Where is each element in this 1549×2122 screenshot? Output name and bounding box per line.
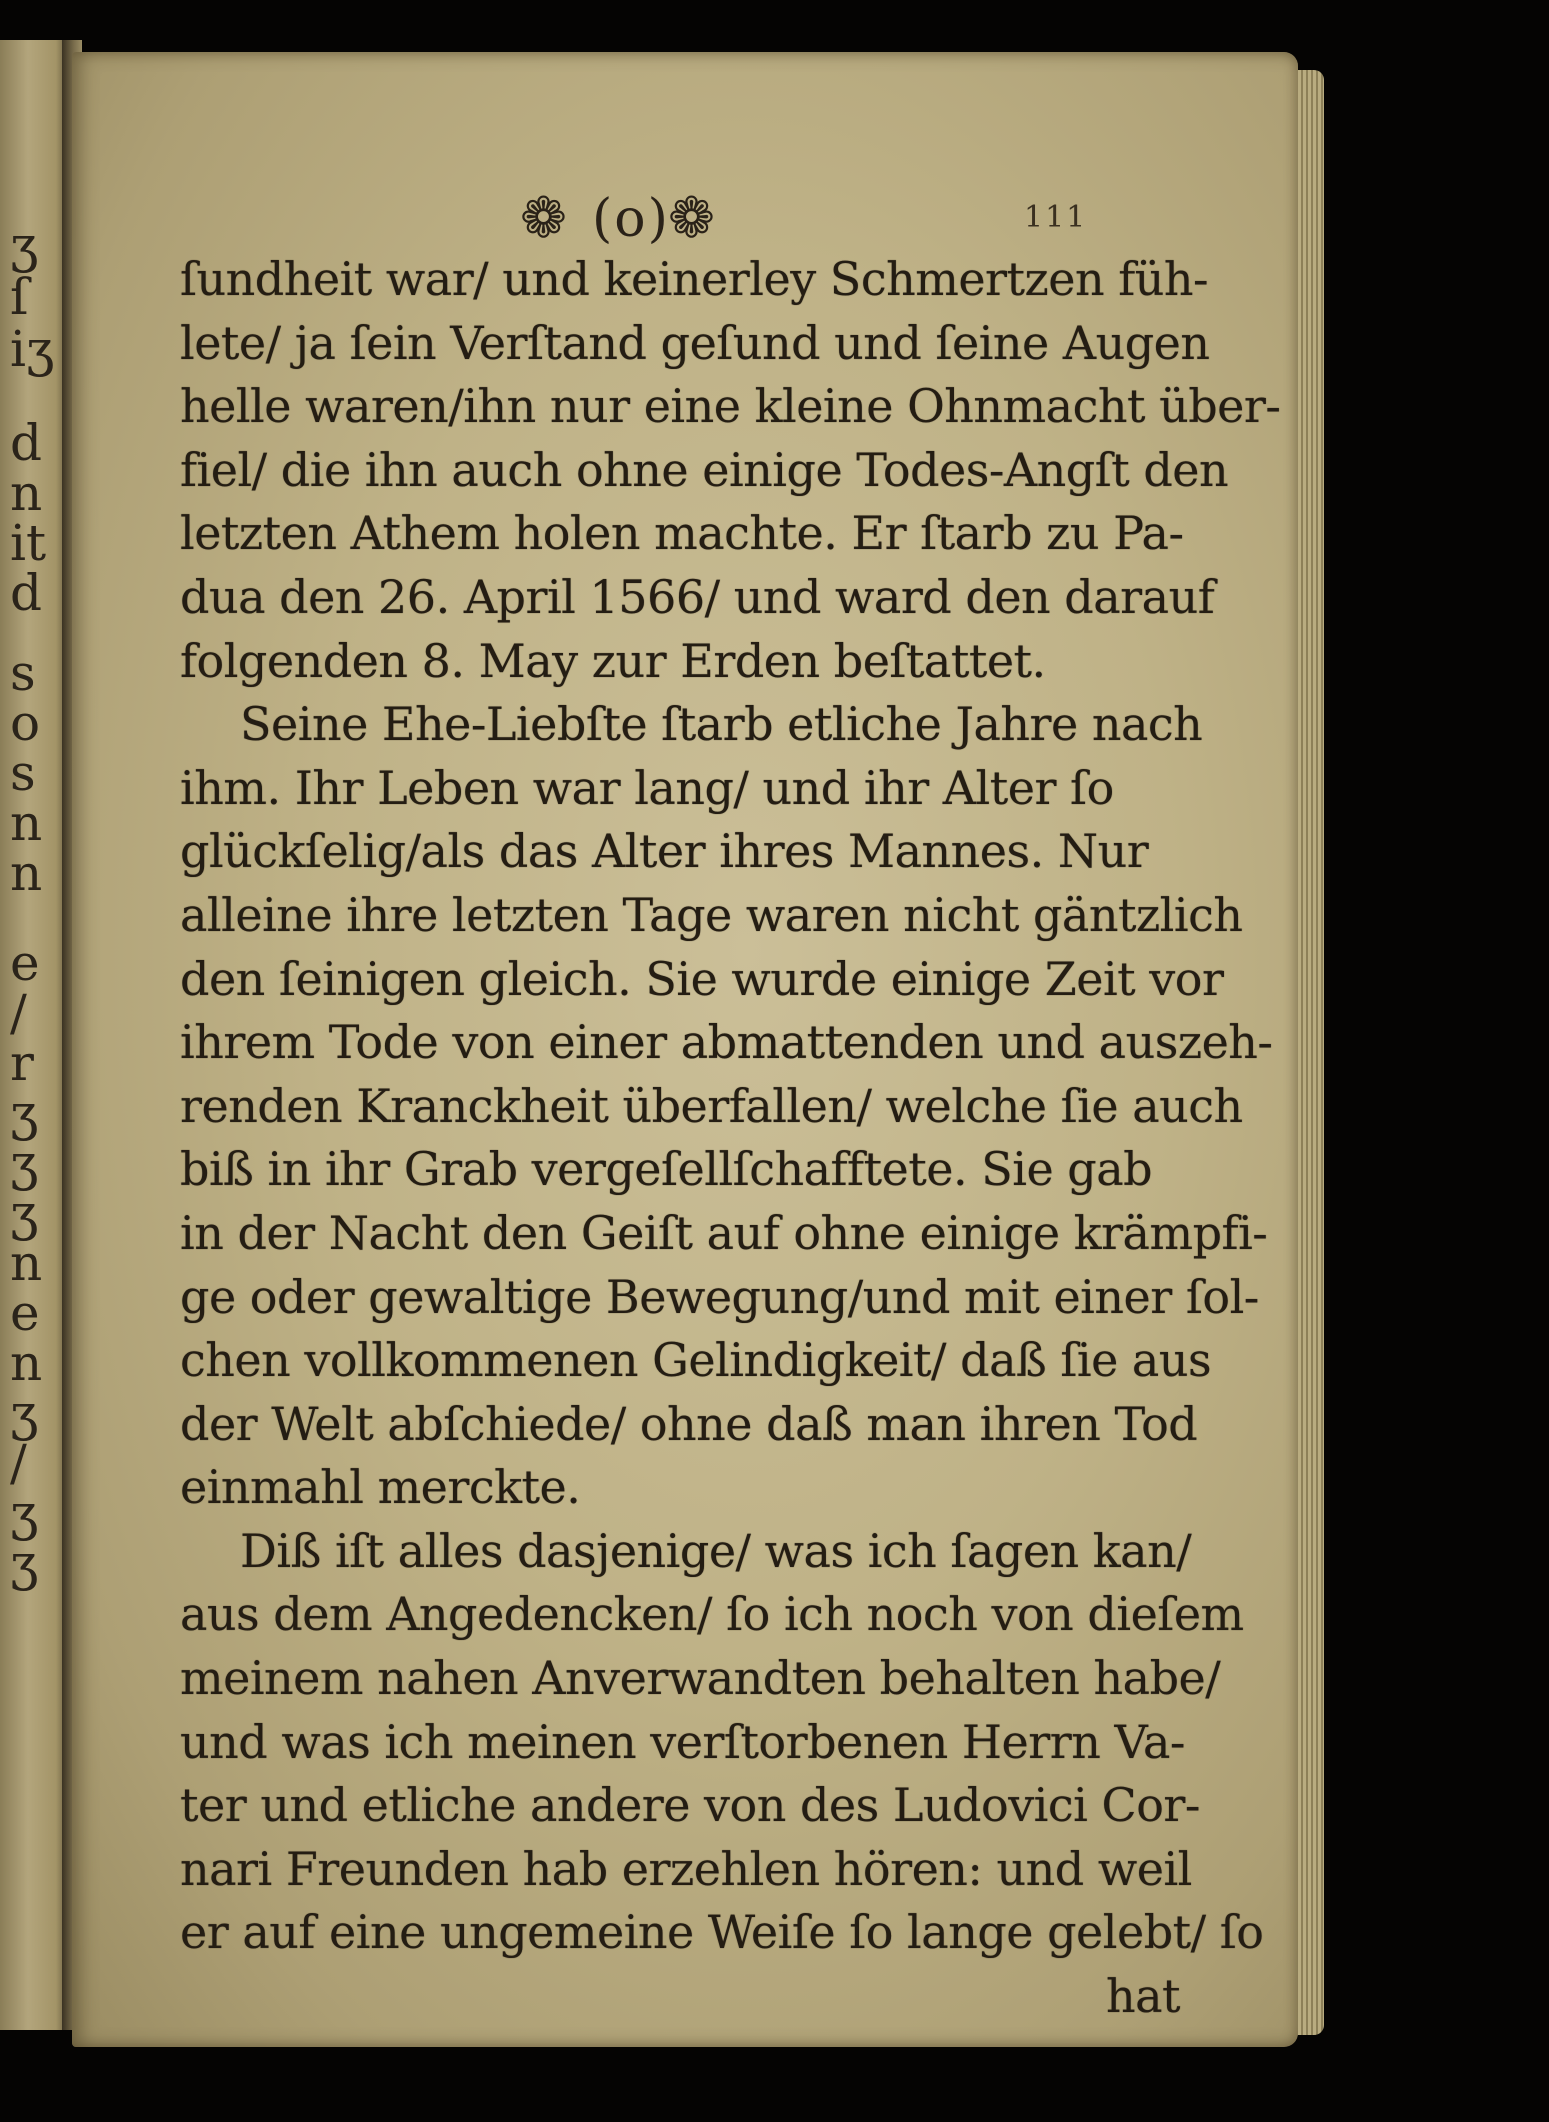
text-line: ſundheit war/ und keinerley Schmertzen füh- — [180, 252, 1209, 306]
text-line: biß in ihr Grab vergeſellſchafftete. Sie gab — [180, 1142, 1153, 1197]
previous-page-fragment: d — [10, 414, 43, 472]
previous-page-fragment: ſ — [10, 268, 29, 326]
previous-page-fragment: r — [10, 1034, 34, 1092]
text-line: helle waren/ihn nur eine kleine Ohnmacht über- — [180, 379, 1281, 434]
previous-page-fragment: d — [10, 564, 43, 622]
flower-ornament-icon: ❁ — [520, 186, 567, 251]
previous-page-fragment: ʒ — [10, 1084, 39, 1142]
previous-page-fragment: ʒ — [10, 1534, 39, 1592]
text-line: lete/ ja ſein Verſtand geſund und ſeine Augen — [180, 315, 1210, 370]
previous-page-fragment: / — [10, 1434, 27, 1492]
text-line: den ſeinigen gleich. Sie wurde einige Zeit vor — [180, 951, 1224, 1006]
previous-page-fragment: s — [10, 644, 36, 702]
previous-page-fragment: s — [10, 744, 36, 802]
previous-page-fragment: it — [10, 514, 47, 572]
text-line: renden Kranckheit überfallen/ welche ſie auch — [180, 1078, 1243, 1133]
text-line: meinem nahen Anverwandten behalten habe/ — [180, 1651, 1221, 1706]
previous-page-fragment: n — [10, 794, 43, 852]
text-line: ter und etliche andere von des Ludovici Cor- — [180, 1778, 1200, 1833]
text-line: in der Nacht den Geiſt auf ohne einige krämpfi- — [180, 1205, 1268, 1260]
previous-page-fragment: ʒ — [10, 1184, 39, 1242]
previous-page-edge — [0, 40, 70, 2030]
text-line: ge oder gewaltige Bewegung/und mit einer ſol- — [180, 1269, 1259, 1324]
body-text — [180, 248, 1281, 2029]
previous-page-fragment: n — [10, 844, 43, 902]
text-line: einmahl merckte. — [180, 1460, 581, 1515]
signature-mark: (o) — [592, 189, 670, 249]
flower-ornament-icon: ❁ — [668, 186, 715, 251]
previous-page-fragment: ʒ — [10, 1134, 39, 1192]
catchword: hat — [1105, 1969, 1180, 2024]
text-line: letzten Athem holen machte. Er ſtarb zu Pa- — [180, 506, 1184, 561]
previous-page-fragment: / — [10, 984, 27, 1042]
previous-page-fragment: ʒ — [10, 1384, 39, 1442]
previous-page-text-fragments — [4, 40, 64, 2030]
text-line: aus dem Angedencken/ ſo ich noch von dieſem — [180, 1587, 1244, 1642]
text-line: ihm. Ihr Leben war lang/ und ihr Alter ſo — [180, 760, 1114, 815]
page-header — [72, 184, 1298, 254]
text-line: alleine ihre letzten Tage waren nicht gäntzlich — [180, 887, 1243, 942]
text-line: folgenden 8. May zur Erden beſtattet. — [180, 633, 1046, 688]
text-line: der Welt abſchiede/ ohne daß man ihren Tod — [180, 1396, 1198, 1451]
text-line: Diß iſt alles dasjenige/ was ich ſagen kan/ — [240, 1523, 1192, 1578]
text-line: Seine Ehe-Liebſte ſtarb etliche Jahre nach — [240, 697, 1203, 752]
previous-page-fragment: ʒ — [10, 1484, 39, 1542]
previous-page-fragment: e — [10, 1284, 40, 1342]
previous-page-fragment: iʒ — [10, 320, 55, 378]
previous-page-fragment: n — [10, 1234, 43, 1292]
text-line: er auf eine ungemeine Weiſe ſo lange gelebt/ ſo — [180, 1905, 1264, 1960]
text-line: fiel/ die ihn auch ohne einige Todes-Angſt den — [180, 442, 1229, 497]
book-page — [72, 52, 1298, 2047]
text-line: glückſelig/als das Alter ihres Mannes. Nur — [180, 824, 1149, 879]
previous-page-fragment: e — [10, 934, 40, 992]
text-line: chen vollkommenen Gelindigkeit/ daß ſie aus — [180, 1333, 1212, 1388]
page-number: 111 — [1024, 200, 1088, 235]
previous-page-fragment: ʒ — [10, 216, 39, 274]
text-line: ihrem Tode von einer abmattenden und auszeh- — [180, 1015, 1273, 1070]
previous-page-fragment: n — [10, 1334, 43, 1392]
previous-page-fragment: o — [10, 694, 41, 752]
text-line: und was ich meinen verſtorbenen Herrn Va- — [180, 1714, 1185, 1769]
text-line: dua den 26. April 1566/ und ward den darauf — [180, 569, 1215, 624]
previous-page-fragment: n — [10, 464, 43, 522]
text-line: nari Freunden hab erzehlen hören: und weil — [180, 1841, 1192, 1896]
